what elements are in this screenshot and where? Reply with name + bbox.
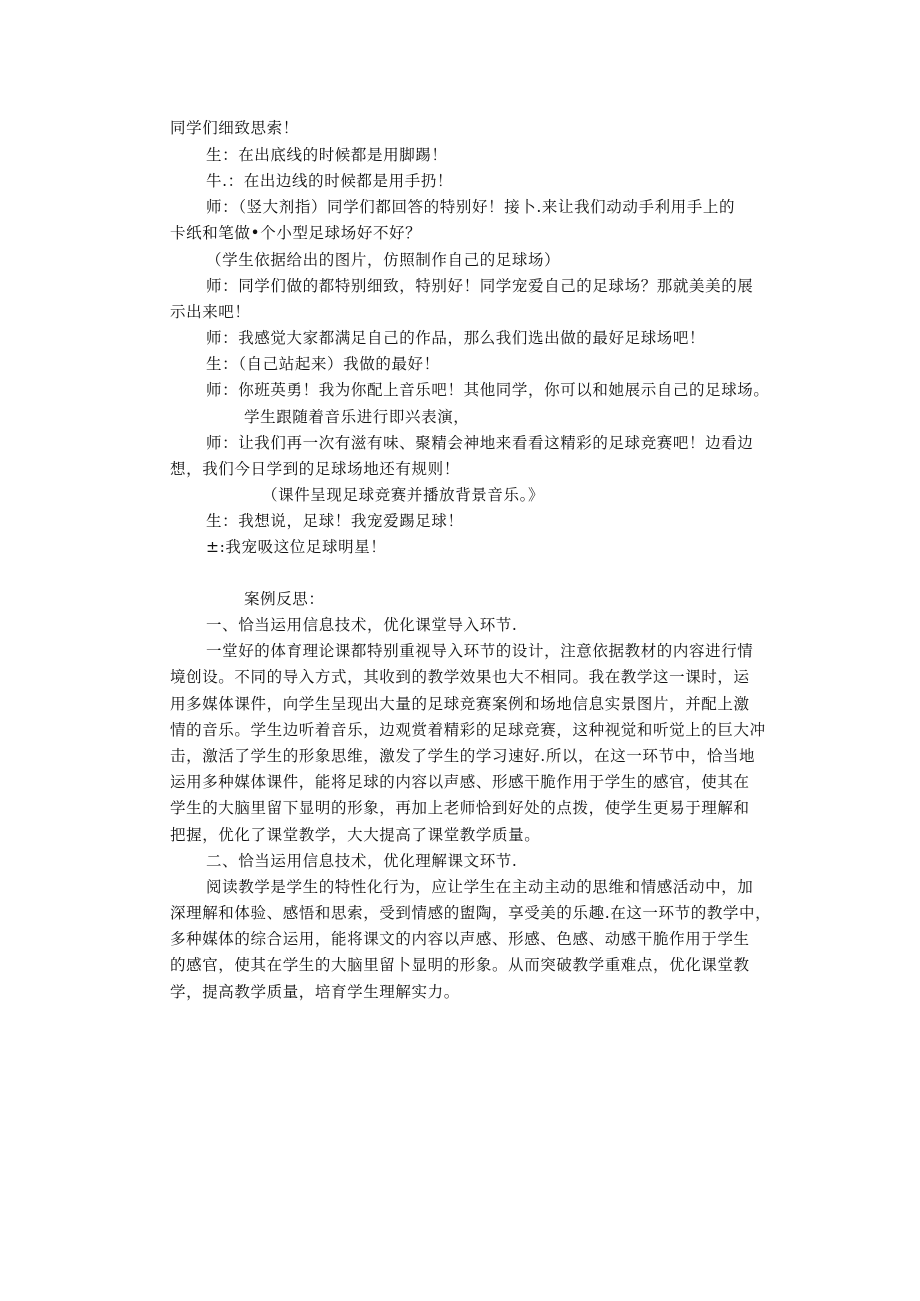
paragraph-line: 学，提高教学质量，培育学生理解实力。 — [170, 983, 460, 1001]
paragraph-line: 击，激活了学生的形象思维，激发了学生的学习速好.所以，在这一环节中，恰当地 — [170, 747, 756, 765]
paragraph-line: 的感官，使其在学生的大脑里留卜显明的形象。从而突破教学重难点，优化课堂教 — [170, 956, 750, 974]
dialogue-line: 师：（竖大剂指）同学们都回答的特别好！接卜.来让我们动动手利用手上的 — [206, 198, 736, 216]
dialogue-line: （课件呈现足球竞赛并播放背景音乐。》 — [262, 486, 545, 504]
dialogue-line: 师：让我们再一次有滋有味、聚精会神地来看看这精彩的足球竞赛吧！边看边 — [206, 434, 754, 452]
section-heading-1: 一、恰当运用信息技术，优化课堂导入环节. — [206, 616, 518, 634]
dialogue-line: 师：我感觉大家都满足自己的作品，那么我们选出做的最好足球场吧！ — [206, 329, 706, 347]
paragraph-line: 把握，优化了课堂教学，大大提高了课堂教学质量。 — [170, 826, 541, 844]
paragraph-line: 学生的大脑里留下显明的形象，再加上老师恰到好处的点拨，使学生更易于理解和 — [170, 799, 750, 817]
dialogue-line: ±:我宠吸这位足球明星！ — [206, 538, 387, 556]
paragraph-line: 深理解和体验、感悟和思索，受到情感的盥陶，享受美的乐趣.在这一环节的教学中， — [170, 904, 772, 922]
dialogue-line: 示出来吧！ — [170, 303, 251, 321]
dialogue-line: 牛.：在出边线的时候都是用手扔！ — [206, 172, 454, 190]
dialogue-line: 卡纸和笔做•个小型足球场好不好？ — [170, 224, 422, 242]
paragraph-line: 境创设。不同的导入方式，其收到的教学效果也大不相同。我在教学这一课时，运 — [170, 668, 750, 686]
reflection-title: 案例反思： — [244, 590, 325, 608]
paragraph-line: 阅读教学是学生的特性化行为，应让学生在主动主动的思维和情感活动中，加 — [206, 878, 754, 896]
dialogue-line: 学生跟随着音乐进行即兴表演， — [244, 408, 470, 426]
section-heading-2: 二、恰当运用信息技术，优化理解课文环节. — [206, 852, 518, 870]
dialogue-line: 生：我想说，足球！我宠爱踢足球！ — [206, 512, 464, 530]
dialogue-line: 生：在出底线的时候都是用脚踢！ — [206, 146, 448, 164]
dialogue-line: 师：同学们做的都特别细致，特别好！同学宠爱自己的足球场？那就美美的展 — [206, 277, 754, 295]
paragraph-line: 一堂好的体育理论课都特别重视导入环节的设计，注意依据教材的内容进行情 — [206, 642, 754, 660]
dialogue-line: 生：（自己站起来）我做的最好！ — [206, 355, 440, 373]
dialogue-line: 同学们细致思索！ — [170, 119, 299, 137]
paragraph-line: 用多媒体课件，向学生呈现出大量的足球竞赛案例和场地信息实景图片，并配上激 — [170, 695, 750, 713]
paragraph-line: 运用多种媒体课件，能将足球的内容以声感、形感干脆作用于学生的感官，使其在 — [170, 773, 750, 791]
paragraph-line: 多种媒体的综合运用，能将课文的内容以声感、形感、色感、动感干脆作用于学生 — [170, 930, 750, 948]
dialogue-line: 想，我们今日学到的足球场地还有规则！ — [170, 460, 460, 478]
dialogue-line: （学生依据给出的图片，仿照制作自己的足球场） — [206, 251, 561, 269]
paragraph-line: 情的音乐。学生边听着音乐，边观赏着精彩的足球竞赛，这种视觉和听觉上的巨大冲 — [170, 721, 766, 739]
dialogue-line: 师：你班英勇！我为你配上音乐吧！其他同学，你可以和她展示自己的足球场。 — [206, 381, 770, 399]
